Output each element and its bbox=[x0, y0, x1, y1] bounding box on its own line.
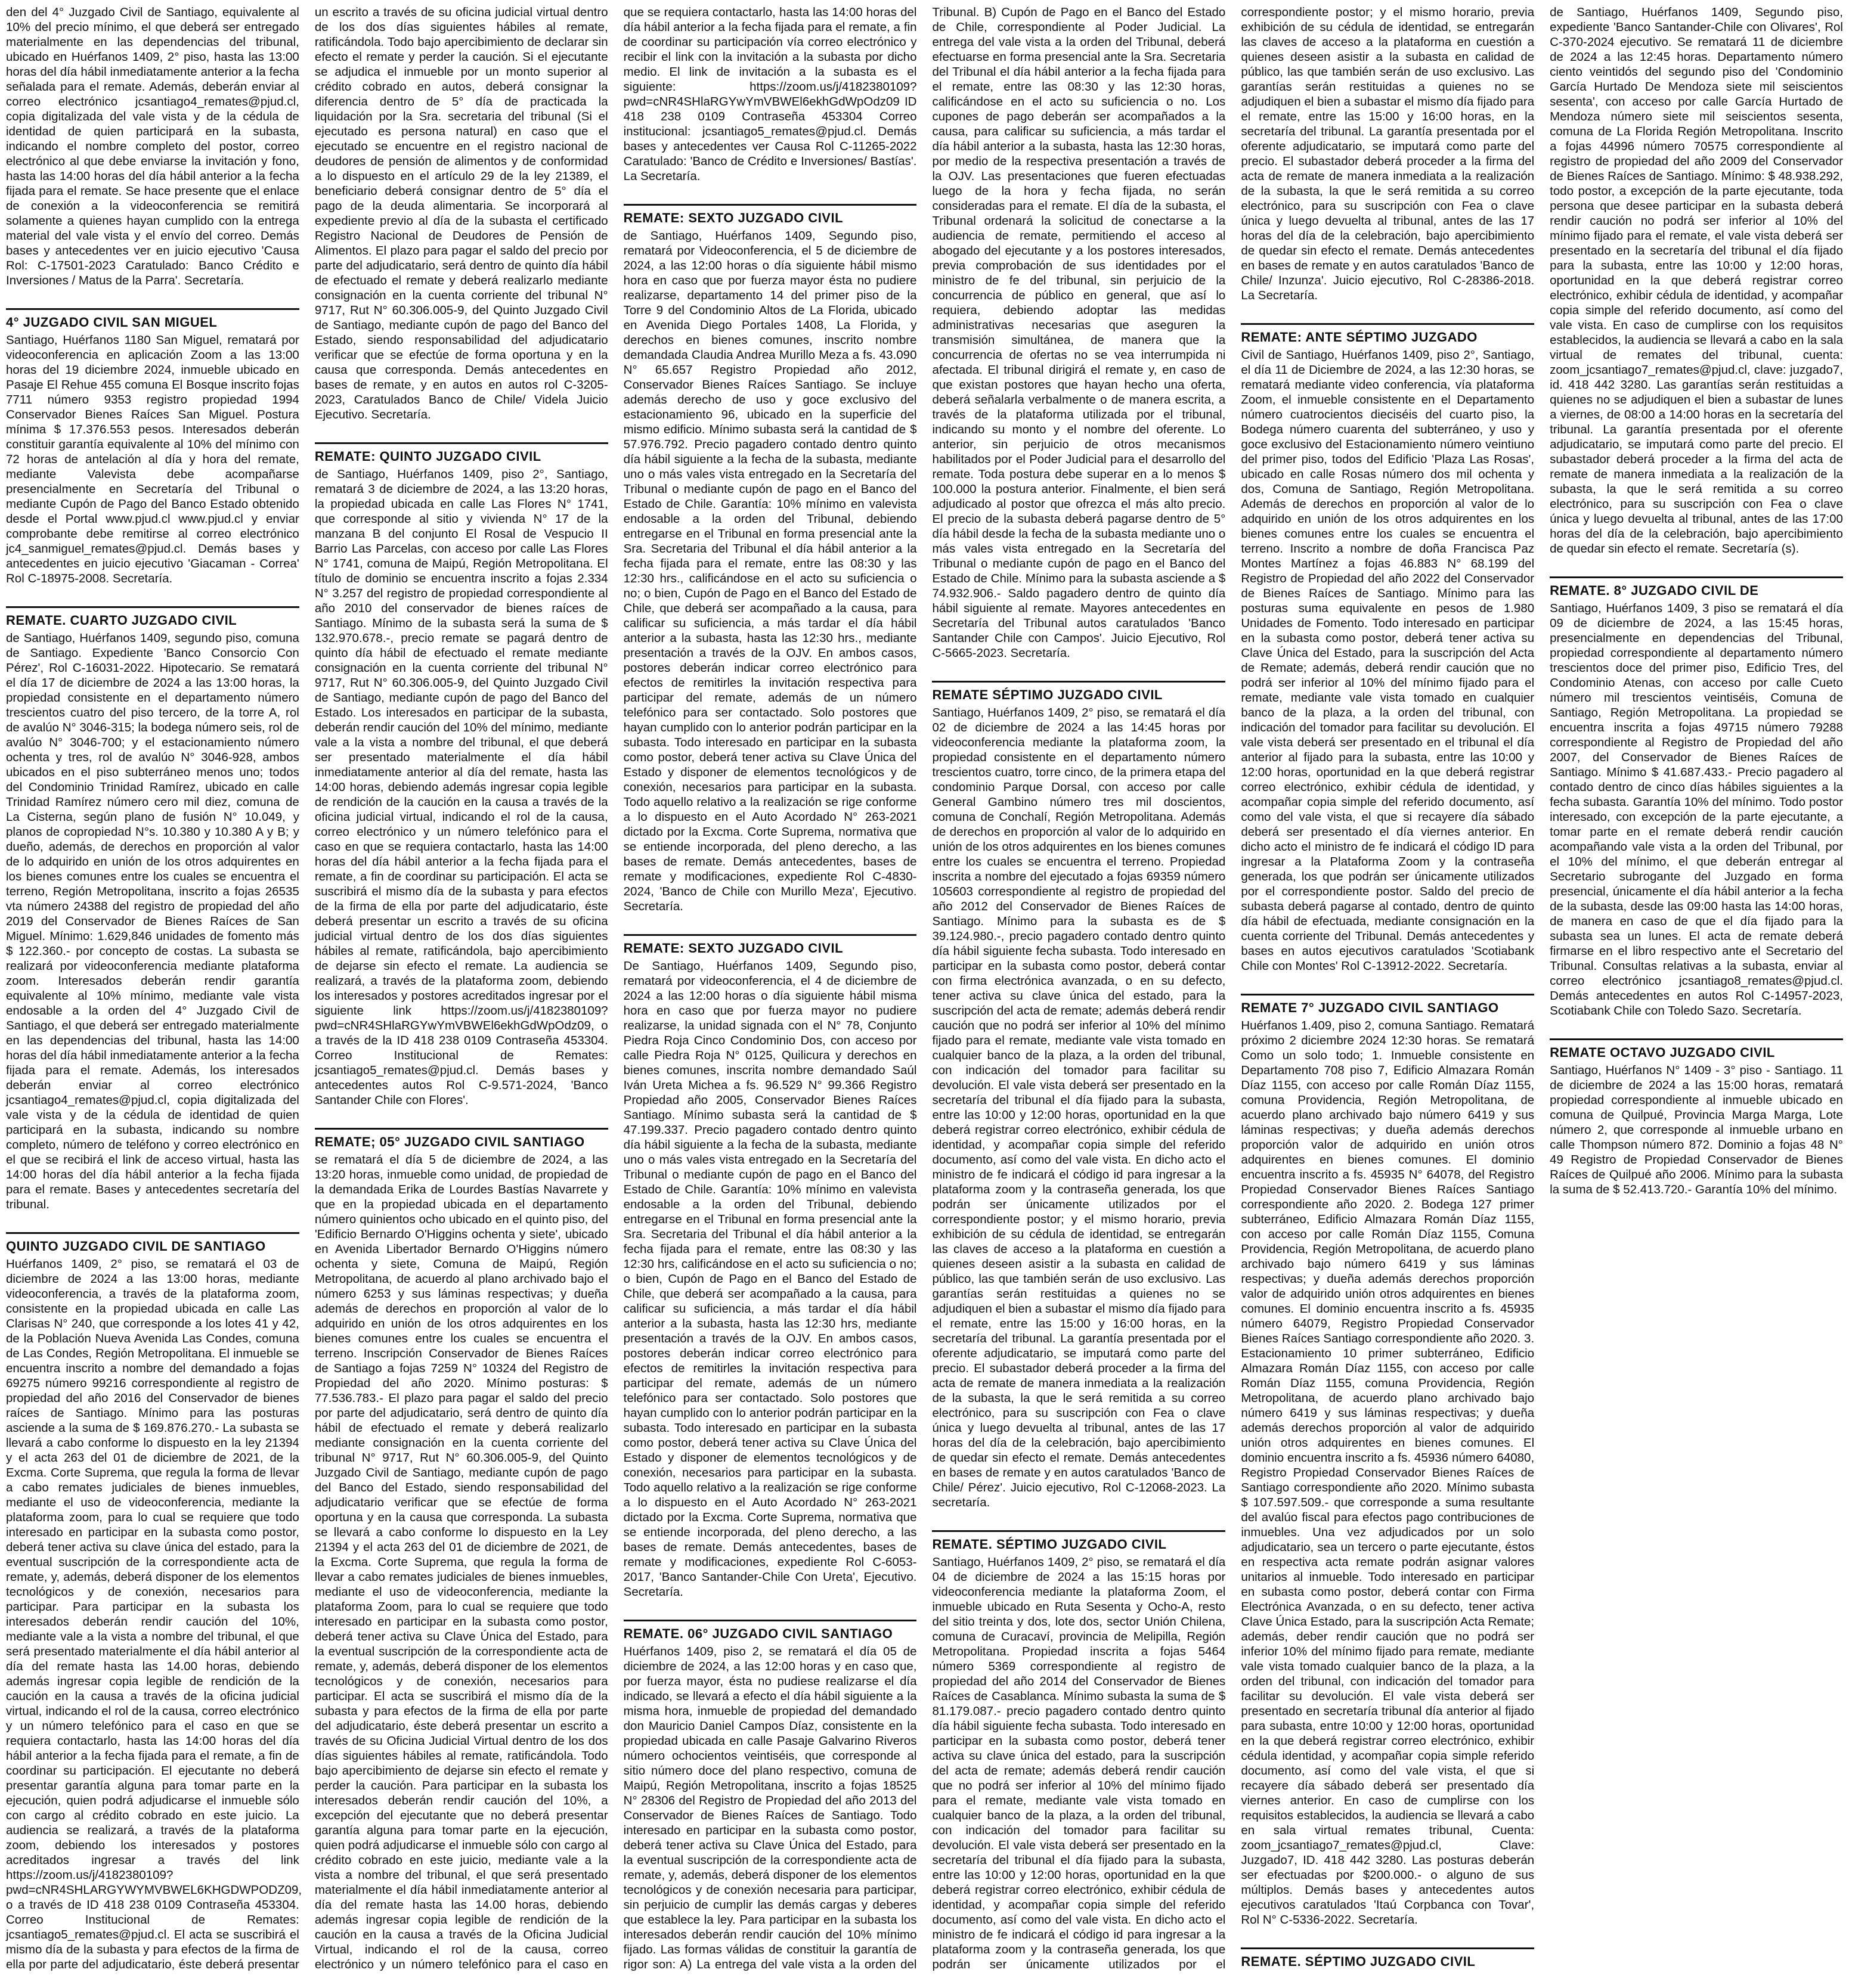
notice-title: REMATE: SEXTO JUZGADO CIVIL bbox=[624, 934, 917, 956]
notice-body: de Santiago, Huérfanos 1409, Segundo piso, expediente 'Banco Santander-Chile con Olivares', Rol C-370-2024 ejecutivo. Se rematará 11 de diciembre de 2024 a las 12:45 horas. Departamento número ciento veintidós del segundo piso del 'Condominio García Hurtado De Mendoza siete mil seiscientos sesenta', con acceso por calle García Hurtado de Mendoza número siete mil seiscientos sesenta, comuna de La Florida Región Metropolitana. Inscrito a fojas 44996 número 70575 correspondiente al registro de propiedad del año 2009 del Conservador de Bienes Raíces de Santiago. Mínimo: $ 48.938.292, todo postor, a excepción de la parte ejecutante, toda persona que desee participar en la subasta deberá rendir caución no podrá ser inferior al 10% del mínimo fijado para el remate, el vale vista deberá ser presentado en la secretaría del tribunal el día fijado para la subasta, entre las 10:00 y 12:00 horas, oportunidad en la que deberá registrar correo electrónico, exhibir cédula de identidad, y acompañar copia simple del referido documento, así como del vale vista. En caso de cumplirse con los requisitos establecidos, la audiencia se llevará a cabo en la sala virtual de remates del tribunal, cuenta: zoom_jcsantiago7_remates@pjud.cl, clave: juzgado7, id. 418 442 3280. Las garantías serán restituidas a quienes no se adjudiquen el bien a subastar de lunes a viernes, de 08:00 a 14:00 horas en la secretaría del tribunal. La garantía presentada por el oferente adjudicatario, se imputará como parte del precio. El subastador deberá proceder a la firma del acta de remate de manera inmediata a la realización de la subasta, la que le será remitida a su correo electrónico, para su suscripción con Fea o clave única y luego devuelta al tribunal, antes de las 17:00 horas del día de la celebración, bajo apercibimiento de quedar sin efecto el remate. Secretaría (s). bbox=[1550, 5, 1843, 556]
notice-body: de Santiago, Huérfanos 1409, Segundo piso, rematará por Videoconferencia, el 5 de diciembre de 2024, a las 12:00 horas o día siguiente hábil mismo hora en caso que por fuerza mayor ésta no pudiere realizarse, departamento 14 del primer piso de la Torre 9 del Condominio Altos de La Florida, ubicado en Avenida Diego Portales 1408, La Florida, y derechos en bienes comunes, inscrito nombre demandada Claudia Andrea Murillo Meza a fs. 43.090 N° 65.657 Registro Propiedad año 2012, Conservador Bienes Raíces Santiago. Se incluye además derecho de uso y goce exclusivo del estacionamiento 96, ubicado en la superficie del mismo edificio. Mínimo subasta será la cantidad de $ 57.976.792. Precio pagadero contado dentro quinto día hábil siguiente a la fecha de la subasta, mediante uno o más vales vista entregado en la Secretaría del Tribunal o mediante cupón de pago en el Banco del Estado de Chile. Garantía: 10% mínimo en valevista endosable a la orden del Tribunal, debiendo entregarse en el Tribunal en forma presencial ante la Sra. Secretaria del Tribunal el día hábil anterior a la fecha fijada para el remate, entre las 08:30 y las 12:30 hrs., calificándose en el acto su suficiencia o no; o bien, Cupón de Pago en el Banco del Estado de Chile, que deberá ser acompañado a la causa, para calificar su suficiencia, a más tardar el día hábil anterior a la subasta, hasta las 12:30 hrs., mediante presentación a través de la OJV. En ambos casos, postores deberán indicar correo electrónico para efectos de remitirles la invitación respectiva para participar del remate, además de un número telefónico para ser contactado. Solo postores que hayan cumplido con lo anterior podrán participar en la subasta. Todo interesado en participar en la subasta como postor, deberá tener activa su Clave Única del Estado y disponer de elementos tecnológicos y de conexión, necesarios para participar en la subasta. Todo aquello relativo a la realización se rige conforme a lo dispuesto en el Auto Acordado N° 263-2021 dictado por la Excma. Corte Suprema, normativa que se entiende incorporada, del pleno derecho, a las bases de remate. Demás antecedentes, bases de remate y modificaciones, expediente Rol C-4830-2024, 'Banco de Chile con Murillo Meza', Ejecutivo. Secretaría. bbox=[623, 228, 917, 913]
notice-body: Santiago, Huérfanos 1180 San Miguel, rematará por videoconferencia en aplicación Zoom a las 13:00 horas del 19 diciembre 2024, inmueble ubicado en Pasaje El Rehue 455 comuna El Bosque inscrito fojas 7711 número 9353 registro propiedad 1994 Conservador Bienes Raíces San Miguel. Postura mínima $ 17.376.553 pesos. Interesados deberán constituir garantía equivalente al 10% del mínimo con 72 horas de antelación al día y hora del remate, mediante Valevista debe acompañarse presencialmente en Secretaría del Tribunal o mediante Cupón de Pago del Banco Estado obtenido desde el Portal www.pjud.cl www.pjud.cl y enviar comprobante debe remitirse al correo electrónico jc4_sanmiguel_remates@pjud.cl. Demás bases y antecedentes en juicio ejecutivo 'Giacaman - Correa' Rol C-18975-2008. Secretaría. bbox=[6, 333, 299, 585]
notice-body: se rematará el día 5 de diciembre de 2024, a las 13:20 horas, inmueble como unidad, de propiedad de la demandada Erika de Lourdes Bastías Navarrete y que en la propiedad ubicada en el departamento número quinientos ocho ubicado en el quinto piso, del 'Edificio Bernardo O'Higgins ochenta y siete', ubicado en Avenida Libertador Bernardo O'Higgins número ochenta y siete, Comuna de Maipú, Región Metropolitana, de acuerdo al plano archivado bajo el número 6253 y sus láminas respectivas; y dueña además de derechos en proporción al valor de lo adquirido en unión de los otros adquirentes en los bienes comunes entre los cuales se encuentra el terreno. Inscripción Conservador de Bienes Raíces de Santiago a fojas 7259 N° 10324 del Registro de Propiedad del año 2020. Mínimo posturas: $ 77.536.783.- El plazo para pagar el saldo del precio por parte del adjudicatario, será dentro de quinto día hábil de efectuado el remate y deberá realizarlo mediante consignación en la cuenta corriente del tribunal N° 9717, Rut N° 60.306.005-9, del Quinto Juzgado Civil de Santiago, mediante cupón de pago del Banco del Estado, siendo responsabilidad del adjudicatario verificar que se efectúe de forma oportuna y en la causa que corresponda. La subasta se llevará a cabo conforme lo dispuesto en la Ley 21394 y el acta 263 del 01 de diciembre de 2021, de la Excma. Corte Suprema, que regula la forma de llevar a cabo remates judiciales de bienes inmuebles, mediante el uso de videoconferencia, mediante la plataforma Zoom, para lo cual se requiere que todo interesado en participar en la subasta como postor, deberá tener activa su Clave Única del Estado, para la eventual suscripción de la correspondiente acta de remate, y, además, deberá disponer de los elementos tecnológicos y de conexión, necesarios para participar. El acta se suscribirá el mismo día de la subasta y para efectos de la firma de ella por parte del adjudicatario, éste deberá presentar un escrito a través de su Oficina Judicial Virtual dentro de los dos días siguientes hábiles al remate, ratificándola. Todo bajo apercibimiento de dejarse sin efecto el remate y perder la caución. Para participar en la subasta los interesados deberán rendir caución del 10%, a excepción del ejecutante que no deberá presentar garantía alguna para tomar parte en la ejecución, quien podrá adjudicarse el inmueble sólo con cargo al crédito cobrado en este juicio, mediante vale a la vista a nombre del tribunal, el que será presentado materialmente el día hábil inmediatamente anterior al día del remate hasta las 14.00 horas, debiendo además ingresar copia legible de rendición de la caución en la causa a través de la Oficina Judicial Virtual, indicando el rol de la causa, correo electrónico y un número telefónico para el caso en que se requiera contactarlo, hasta las 14:00 horas del día hábil anterior a la fecha fijada para el remate, a fin de coordinar su participación vía correo electrónico y recibir el link con la invitación a la subasta por dicho medio. El link de invitación a la subasta es el siguiente: https://zoom.us/j/4182380109?pwd=cNR4SHlaRGYwYmVBWEl6ekhGdWpOdz09 ID 418 238 0109 Contraseña 453304 Correo institucional: jcsantiago5_remates@pjud.cl. Demás bases y antecedentes ver Causa Rol C-11265-2022 Caratulado: 'Banco de Crédito e Inversiones/ Bastías'. La Secretaría. bbox=[314, 5, 917, 1971]
notice-title: REMATE. CUARTO JUZGADO CIVIL bbox=[6, 606, 299, 628]
notice-15 bbox=[1550, 1038, 1843, 1197]
notice-title: REMATE. 06° JUZGADO CIVIL SANTIAGO bbox=[624, 1620, 917, 1642]
notice-title: REMATE. SÉPTIMO JUZGADO CIVIL bbox=[1241, 1947, 1534, 1970]
notice-body: de Santiago, Huérfanos 1409, piso 2°, Santiago, rematará 3 de diciembre de 2024, a las 13:20 horas, la propiedad ubicada en calle Las Flores N° 1741, que corresponde al sitio y vivienda N° 17 de la manzana B del conjunto El Rosal de Vespucio II Barrio Las Parcelas, con acceso por calle Las Flores N° 1741, comuna de Maipú, Región Metropolitana. El título de dominio se encuentra inscrito a fojas 2.334 N° 3.257 del registro de propiedad correspondiente al año 2010 del conservador de bienes raíces de Santiago. Mínimo de la subasta será la suma de $ 132.970.678.-, precio remate se pagará dentro de quinto día hábil de efectuado el remate mediante consignación en la cuenta corriente del tribunal N° 9717, Rut N° 60.306.005-9, del Quinto Juzgado Civil de Santiago, mediante cupón de pago del Banco del Estado. Los interesados en participar de la subasta, deberán rendir caución del 10% del mínimo, mediante vale a la vista a nombre del tribunal, el que deberá ser presentado materialmente el día hábil inmediatamente anterior al día del remate, hasta las 14:00 horas, debiendo además ingresar copia legible de rendición de la caución en la causa a través de la oficina judicial virtual, indicando el rol de la causa, correo electrónico y un número telefónico para el caso en que se requiera contactarlo, hasta las 14:00 horas del día hábil anterior a la fecha fijada para el remate, a fin de coordinar su participación. El acta se suscribirá el mismo día de la subasta y para efectos de la firma de ella por parte del adjudicatario, éste deberá presentar un escrito a través de su oficina judicial virtual dentro de los dos días siguientes hábiles al remate, ratificándola, bajo apercibimiento de dejarse sin efecto el remate. La audiencia se realizará, a través de la plataforma zoom, debiendo los interesados y postores acreditados ingresar por el siguiente link https://zoom.us/j/4182380109?pwd=cNR4SHlaRGYwYmVBWEl6ekhGdWpOdz09, o a través de la ID 418 238 0109 Contraseña 453304. Correo Institucional de Remates: jcsantiago5_remates@pjud.cl. Demás bases y antecedentes autos Rol C-9.571-2024, 'Banco Santander Chile con Flores'. bbox=[314, 467, 608, 1107]
notice-body: den del 4° Juzgado Civil de Santiago, equivalente al 10% del precio mínimo, el que deberá ser entregado materialmente en las dependencias del tribunal, ubicado en Huérfanos 1409, 2° piso, hasta las 13:00 horas del día hábil inmediatamente anterior a la fecha señalada para el remate. Además, deberán enviar al correo electrónico jcsantiago4_remates@pjud.cl, copia digitalizada del vale vista y de la cédula de identidad de quien participará en la subasta, indicando el nombre completo del postor, correo electrónico al que debe enviarse la invitación y fono, hasta las 14:00 horas del día hábil anterior a la fecha fijada para el remate. Se hace presente que el enlace de conexión a la videoconferencia se remitirá solamente a quienes hayan cumplido con la entrega material del vale vista y el envío del correo. Demás bases y antecedentes ver en juicio ejecutivo 'Causa Rol: C-17501-2023 Caratulado: Banco Crédito e Inversiones / Matus de la Parra'. Secretaría. bbox=[6, 5, 299, 287]
notice-body: Santiago, Huérfanos 1409, 2° piso, se rematará el día 04 de diciembre de 2024 a las 15:15 horas por videoconferencia mediante la plataforma Zoom, el inmueble ubicado en Ruta Sesenta y Ocho-A, resto del sitio treinta y dos, lote dos, sector Unión Chilena, comuna de Curacaví, provincia de Melipilla, Región Metropolitana. Propiedad inscrita a fojas 5464 número 5369 correspondiente al registro de propiedad del año 2014 del Conservador de Bienes Raíces de Casablanca. Mínimo subasta la suma de $ 81.179.087.- precio pagadero contado dentro quinto día hábil siguiente fecha subasta. Todo interesado en participar en la subasta como postor, deberá tener activa su clave única del estado, para la suscripción del acta de remate; además deberá rendir caución que no podrá ser inferior al 10% del mínimo fijado para el remate, mediante vale vista tomado en cualquier banco de la plaza, a la orden del tribunal, con indicación del tomador para facilitar su devolución. El vale vista deberá ser presentado en la secretaría del tribunal el día fijado para la subasta, entre las 10:00 y 12:00 horas, oportunidad en la que deberá registrar correo electrónico, exhibir cédula de identidad, y acompañar copia simple del referido documento, así como del vale vista. En dicho acto el ministro de fe indicará el código id para ingresar a la plataforma zoom y la contraseña generada, los que podrán ser únicamente utilizados por el correspondiente postor; y el mismo horario, previa exhibición de su cédula de identidad, se entregarán las claves de acceso a la plataforma en cuestión a quienes deseen asistir a la subasta en calidad de público, las que también serán de uso exclusivo. Las garantías serán restituidas a quienes no se adjudiquen el bien a subastar el mismo día fijado para el remate, entre las 15:00 y 16:00 horas, en la secretaría del tribunal. La garantía presentada por el oferente adjudicatario, se imputará como parte del precio. El subastador deberá proceder a la firma del acta de remate de manera inmediata a la realización de la subasta, la que le será remitida a su correo electrónico, para su suscripción con Fea o clave única y luego devuelta al tribunal, antes de las 17 horas del día de la celebración, bajo apercibimiento de quedar sin efecto el remate. Demás antecedentes en bases de remate y en autos caratulados 'Banco de Chile/ Inzunza'. Juicio ejecutivo, Rol C-28386-2018. La Secretaría. bbox=[932, 5, 1535, 1971]
notice-body: Huérfanos 1409, piso 2, se rematará el día 05 de diciembre de 2024, a las 12:00 horas y en caso que, por fuerza mayor, ésta no pudiese realizarse el día indicado, se llevará a efecto el día hábil siguiente a la misma hora, inmueble de propiedad del demandado don Mauricio Daniel Campos Díaz, consistente en la propiedad ubicada en calle Pasaje Galvarino Riveros número ochocientos veintiséis, que corresponde al sitio número doce del plano respectivo, comuna de Maipú, Región Metropolitana, inscrito a fojas 18525 N° 28306 del Registro de Propiedad del año 2013 del Conservador de Bienes Raíces de Santiago. Todo interesado en participar en la subasta como postor, deberá tener activa su Clave Única del Estado, para la eventual suscripción de la correspondiente acta de remate, y, además, deberá disponer de los elementos tecnológicos y de conexión necesaria para participar, sin perjuicio de cumplir las demás cargas y deberes que establece la ley. Para participar en la subasta los interesados deberán rendir caución del 10% mínimo fijado. Las formas válidas de constituir la garantía de rigor son: A) La entrega del vale vista a la orden del Tribunal. B) Cupón de Pago en el Banco del Estado de Chile, correspondiente al Poder Judicial. La entrega del vale vista a la orden del Tribunal, deberá efectuarse en forma presencial ante la Sra. Secretaria del Tribunal el día hábil anterior a la fecha fijada para el remate, entre las 08:30 y las 12:30 horas, calificándose en el acto su suficiencia o no. Los cupones de pago deberán ser acompañados a la causa, para calificar su suficiencia, a más tardar el día hábil anterior a la subasta, hasta las 12:30 horas, por medio de la respectiva presentación a través de la OJV. Las presentaciones que fueren efectuadas luego de la hora y fecha fijada, no serán consideradas para el remate. El día de la subasta, el Tribunal ordenará la solicitud de conectarse a la audiencia de remate, permitiendo el acceso al abogado del ejecutante y a los postores interesados, previa comprobación de sus identidades por el ministro de fe del tribunal, sin perjuicio de la concurrencia de público en general, que así lo requiera, debiendo adoptar las medidas administrativas necesarias que aseguren la transmisión simultánea, de manera que la concurrencia de ofertas no se vea interrumpida ni afectada. El tribunal dirigirá el remate y, en caso de que existan postores que hayan hecho una oferta, deberá señalarla verbalmente o de manera escrita, a través de la plataforma utilizada por el tribunal, indicando su monto y el nombre del oferente. Lo anterior, sin perjuicio de otros mecanismos habilitados por el Poder Judicial para el desarrollo del remate. Toda postura debe superar en a lo menos $ 100.000 la postura anterior. Finalmente, el bien será adjudicado al postor que ofrezca el más alto precio. El precio de la subasta deberá pagarse dentro de 5° día hábil desde la fecha de la subasta mediante uno o más vales vista entregado en la Secretaría del Tribunal o mediante cupón de pago en el Banco del Estado de Chile. Mínimo para la subasta asciende a $ 74.932.906.- Saldo pagadero dentro de quinto día hábil siguiente al remate. Mayores antecedentes en Secretaría del Tribunal autos caratulados 'Banco Santander Chile con Campos'. Juicio Ejecutivo, Rol C-5665-2023. Secretaría. bbox=[623, 5, 1226, 1971]
notice-title: REMATE: SEXTO JUZGADO CIVIL bbox=[624, 204, 917, 226]
classified-columns bbox=[6, 5, 1843, 1984]
notice-7 bbox=[624, 934, 917, 1599]
notice-body: Santiago, Huérfanos N° 1409 - 3° piso - Santiago. 11 de diciembre de 2024 a las 15:00 horas, rematará propiedad correspondiente al inmueble ubicado en comuna de Quilpué, Provincia Marga Marga, Lote número 2, que corresponde al inmueble urbano en calle Thompson número 872. Dominio a fojas 48 N° 49 Registro de Propiedad Conservador de Bienes Raíces de Quilpué año 2006. Mínimo para la subasta la suma de $ 52.413.720.- Garantía 10% del mínimo. bbox=[1550, 1063, 1843, 1196]
notice-title: QUINTO JUZGADO CIVIL DE SANTIAGO bbox=[6, 1232, 299, 1254]
notice-title: REMATE: QUINTO JUZGADO CIVIL bbox=[315, 442, 608, 464]
notice-title: REMATE SÉPTIMO JUZGADO CIVIL bbox=[932, 681, 1225, 703]
notice-title: REMATE 7° JUZGADO CIVIL SANTIAGO bbox=[1241, 994, 1534, 1016]
notice-title: REMATE: ANTE SÉPTIMO JUZGADO bbox=[1241, 323, 1534, 345]
notice-1 bbox=[6, 308, 299, 586]
notice-12 bbox=[1241, 994, 1534, 1927]
notice-body: De Santiago, Huérfanos 1409, Segundo piso, rematará por videoconferencia, el 4 de diciembre de 2024 a las 12:00 horas o día siguiente hábil misma hora en caso que por fuerza mayor no pudiere realizarse, la unidad signada con el N° 78, Conjunto Piedra Roja Cinco Condominio Dos, con acceso por calle Piedra Roja N° 0125, Quilicura y derechos en bienes comunes, inscrita nombre demandado Saúl Iván Ureta Michea a fs. 96.529 N° 99.366 Registro Propiedad año 2005, Conservador Bienes Raíces Santiago. Mínimo subasta será la cantidad de $ 47.199.337. Precio pagadero contado dentro quinto día hábil siguiente a la fecha de la subasta, mediante uno o más vales vista entregado en la Secretaría del Tribunal o mediante cupón de pago en el Banco del Estado de Chile. Garantía: 10% mínimo en valevista endosable a la orden del Tribunal, debiendo entregarse en el Tribunal en forma presencial ante la Sra. Secretaria del Tribunal el día hábil anterior a la fecha fijada para el remate, entre las 08:30 y las 12:30 hrs, calificándose en el acto su suficiencia o no; o bien, Cupón de Pago en el Banco del Estado de Chile, que deberá ser acompañado a la causa, para calificar su suficiencia, a más tardar el día hábil anterior a la subasta, hasta las 12:30 hrs, mediante presentación a través de la OJV. En ambos casos, postores deberán indicar correo electrónico para efectos de remitirles la invitación respectiva para participar del remate, además de un número telefónico para ser contactado. Solo postores que hayan cumplido con lo anterior podrán participar en la subasta. Todo interesado en participar en la subasta como postor, deberá tener activa su Clave Única del Estado y disponer de elementos tecnológicos y de conexión, necesarios para participar en la subasta. Todo aquello relativo a la realización se rige conforme a lo dispuesto en el Auto Acordado N° 263-2021 dictado por la Excma. Corte Suprema, normativa que se entiende incorporada, del pleno derecho, a las bases de remate. Demás antecedentes, bases de remate y modificaciones, expediente Rol C-6053-2017, 'Banco Santander-Chile Con Ureta', Ejecutivo. Secretaría. bbox=[623, 959, 917, 1599]
notice-title: REMATE OCTAVO JUZGADO CIVIL bbox=[1550, 1038, 1843, 1060]
notice-body: de Santiago, Huérfanos 1409, segundo piso, comuna de Santiago. Expediente 'Banco Consorcio Con Pérez', Rol C-16031-2022. Hipotecario. Se rematará el día 17 de diciembre de 2024 a las 13:00 horas, la propiedad consistente en el departamento número trescientos cuatro del piso tercero, de la torre A, rol de avalúo N° 3046-315; la bodega número seis, rol de avalúo N° 3046-700; y el estacionamiento número ochenta y tres, rol de avalúo N° 3046-928, ambos ubicados en el piso subterráneo menos uno; todos del Condominio Trinidad Ramírez, ubicado en calle Trinidad Ramírez número cero mil diez, comuna de La Cisterna, según plano de fusión N° 10.049, y planos de copropiedad N°s. 10.380 y 10.380 A y B; y dueño, además, de derechos en proporción al valor de lo adquirido en unión de los otros adquirentes en los bienes comunes entre los cuales se encuentra el terreno, Región Metropolitana, inscrito a fojas 26535 vta número 24388 del registro de propiedad del año 2019 del Conservador de Bienes Raíces de San Miguel. Mínimo: 1.629,846 unidades de fomento más $ 122.360.- por concepto de costas. La subasta se realizará por videoconferencia mediante plataforma zoom. Interesados deberán rendir garantía equivalente al 10% mínimo, mediante vale vista endosable a la orden del 4° Juzgado Civil de Santiago, el que deberá ser entregado materialmente en las dependencias del tribunal, hasta las 14:00 horas del día hábil inmediatamente anterior a la fecha fijada para el remate. Además, los interesados deberán enviar al correo electrónico jcsantiago4_remates@pjud.cl, copia digitalizada del vale vista y de la cédula de identidad de quien participará en la subasta, indicando su nombre completo, número de teléfono y correo electrónico en el que se recibirá el link de acceso virtual, hasta las 14:00 horas del día hábil anterior a la fecha fijada para el remate. Bases y antecedentes secretaría del tribunal. bbox=[6, 631, 299, 1211]
notice-4 bbox=[315, 442, 608, 1108]
notice-6 bbox=[624, 204, 917, 914]
notice-0 bbox=[6, 5, 299, 288]
notice-11 bbox=[1241, 323, 1534, 973]
notice-body: Huérfanos 1.409, piso 2, comuna Santiago. Rematará próximo 2 diciembre 2024 12:30 horas. Se rematará Como un solo todo; 1. Inmueble consistente en Departamento 708 piso 7, Edificio Almazara Román Díaz 1155, con acceso por calle Román Díaz 1155, comuna Providencia, Región Metropolitana, de acuerdo plano archivado bajo número 6419 y sus láminas respectivas; y dueña además derechos proporción valor de adquirido en unión otros adquirentes en bienes comunes. El dominio encuentra inscrito a fs. 45935 N° 64078, del Registro Propiedad Conservador Bienes Raíces Santiago correspondiente año 2020. 2. Bodega 127 primer subterráneo, Edificio Almazara Román Díaz 1155, con acceso por calle Román Díaz 1155, Comuna Providencia, Región Metropolitana, de acuerdo plano archivado bajo número 6419 y sus láminas respectivas; y dueña además derechos proporción valor de adquirido unión otros adquirentes en bienes comunes. El dominio encuentra inscrito a fs. 45935 número 64079, Registro Propiedad Conservador Bienes Raíces Santiago correspondiente año 2020. 3. Estacionamiento 10 primer subterráneo, Edificio Almazara Román Díaz 1155, con acceso por calle Román Díaz 1155, comuna Providencia, Región Metropolitana, de acuerdo plano archivado bajo número 6419 y sus láminas respectivas; y dueña además derechos proporción al valor de adquirido unión otros adquirentes en bienes comunes. El dominio encuentra inscrito a fs. 45936 número 64080, Registro Propiedad Conservador Bienes Raíces de Santiago correspondiente año 2020. Mínimo subasta $ 107.597.509.- que corresponde a suma resultante del avalúo fiscal para efectos pago contribuciones de inmuebles. Una vez adjudicados por un solo adjudicatario, sea un tercero o parte ejecutante, éstos en respectiva acta remate podrán asignar valores unitarios al inmueble. Todo interesado en participar en subasta como postor, deberá contar con Firma Electrónica Avanzada, o en su defecto, tener activa Clave Única Estado, para la suscripción Acta Remate; además, deber rendir caución que no podrá ser inferior 10% del mínimo fijado para remate, mediante vale vista tomado cualquier banco de la plaza, a la orden del tribunal, con indicación del tomador para facilitar su devolución. El vale vista deberá ser presentado en secretaría tribunal día anterior al fijado para subasta, entre 10:00 y 12:00 horas, oportunidad en la que deberá registrar correo electrónico, exhibir cédula identidad, y acompañar copia simple referido documento, así como del vale vista, el que si recayere día sábado deberá ser presentado día viernes anterior. En caso de cumplirse con los requisitos establecidos, la audiencia se llevará a cabo en sala virtual remates tribunal, Cuenta: zoom_jcsantiago7_remates@pjud.cl, Clave: Juzgado7, ID. 418 442 3280. Las posturas deberán ser efectuadas por $200.000.- o alguno de sus múltiplos. Demás bases y antecedentes autos ejecutivos caratulados 'Itaú Corpbanca con Tovar', Rol N° C-5336-2022. Secretaría. bbox=[1241, 1018, 1535, 1927]
notice-title: REMATE; 05° JUZGADO CIVIL SANTIAGO bbox=[315, 1128, 608, 1150]
notice-title: REMATE. 8° JUZGADO CIVIL DE bbox=[1550, 576, 1843, 598]
notice-2 bbox=[6, 606, 299, 1212]
notice-14 bbox=[1550, 576, 1843, 1018]
notice-title: 4° JUZGADO CIVIL SAN MIGUEL bbox=[6, 308, 299, 330]
notice-body: Santiago, Huérfanos 1409, 2° piso, se rematará el día 02 de diciembre de 2024 a las 14:45 horas por videoconferencia mediante la plataforma zoom, la propiedad consistente en el departamento número trescientos cuatro, torre cinco, de la primera etapa del condominio Parque Dorsal, con acceso por calle General Gambino número tres mil doscientos, comuna de Conchalí, Región Metropolitana. Además de derechos en proporción al valor de lo adquirido en unión de los otros adquirentes en los bienes comunes entre los cuales se encuentra el terreno. Propiedad inscrita a nombre del ejecutado a fojas 69359 número 105603 correspondiente al registro de propiedad del año 2012 del Conservador de Bienes Raíces de Santiago. Mínimo para la subasta es de $ 39.124.980.-, precio pagadero contado dentro quinto día hábil siguiente fecha subasta. Todo interesado en participar en la subasta como postor, deberá contar con firma electrónica avanzada, o en su defecto, tener activa su clave única del estado, para la suscripción del acta de remate; además deberá rendir caución que no podrá ser inferior al 10% del mínimo fijado para el remate, mediante vale vista tomado en cualquier banco de la plaza, a la orden del tribunal, con indicación del tomador para facilitar su devolución. El vale vista deberá ser presentado en la secretaría del tribunal el día fijado para la subasta, entre las 10:00 y 12:00 horas, oportunidad en la que deberá registrar correo electrónico, exhibir cédula de identidad, y acompañar copia simple del referido documento, así como del vale vista. En dicho acto el ministro de fe indicará el código id para ingresar a la plataforma zoom y la contraseña generada, los que podrán ser únicamente utilizados por el correspondiente postor; y el mismo horario, previa exhibición de su cédula de identidad, se entregarán las claves de acceso a la plataforma en cuestión a quienes deseen asistir a la subasta en calidad de público, las que también serán de uso exclusivo. Las garantías serán restituidas a quienes no se adjudiquen el bien a subastar el mismo día fijado para el remate, entre las 15:00 y 16:00 horas, en la secretaría del tribunal. La garantía presentada por el oferente adjudicatario, se imputará como parte del precio. El subastador deberá proceder a la firma del acta de remate de manera inmediata a la realización de la subasta, la que le será remitida a su correo electrónico, para su suscripción con Fea o clave única y luego devuelta al tribunal, antes de las 17 horas del día de la celebración, bajo apercibimiento de quedar sin efecto el remate. Demás antecedentes en bases de remate y en autos caratulados 'Banco de Chile/ Pérez'. Juicio ejecutivo, Rol C-12068-2023. La secretaría. bbox=[932, 705, 1226, 1509]
notice-title: REMATE. SÉPTIMO JUZGADO CIVIL bbox=[932, 1530, 1225, 1552]
notice-body: Santiago, Huérfanos 1409, 3 piso se rematará el día 09 de diciembre de 2024, a las 15:45 horas, presencialmente en dependencias del Tribunal, propiedad correspondiente al departamento número trescientos doce del primer piso, Edificio Tres, del Condominio Atenas, con acceso por calle Cueto número mil trescientos veintiséis, Comuna de Santiago, Región Metropolitana. La propiedad se encuentra inscrita a fojas 49715 número 79288 correspondiente al Registro de Propiedad del año 2007, del Conservador de Bienes Raíces de Santiago. Mínimo $ 41.687.433.- Precio pagadero al contado dentro de cinco días hábiles siguientes a la fecha subasta. Garantía 10% del mínimo. Todo postor interesado, con excepción de la parte ejecutante, a tomar parte en el remate deberá rendir caución acompañando vale vista a la orden del Tribunal, por el 10% del mínimo, el que deberán entregar al Secretario subrogante del Juzgado en forma presencial, únicamente el día hábil anterior a la fecha de la subasta, desde las 09:00 hasta las 14:00 horas, de manera en caso de que el día fijado para la subasta sea un lunes. El acta de remate deberá firmarse en el libro respectivo ante el Secretario del Tribunal. Consultas relativas a la subasta, enviar al correo electrónico jcsantiago8_remates@pjud.cl. Demás antecedentes en autos Rol C-14957-2023, Scotiabank Chile con Toledo Sazo. Secretaría. bbox=[1550, 601, 1843, 1018]
notice-body: Huérfanos 1409, 2° piso, se rematará el 03 de diciembre de 2024 a las 13:00 horas, mediante videoconferencia, a través de la plataforma zoom, consistente en la propiedad ubicada en calle Las Clarisas N° 240, que corresponde a los lotes 41 y 42, de la Población Nueva Avenida Las Condes, comuna de Las Condes, Región Metropolitana. El inmueble se encuentra inscrito a nombre del demandado a fojas 69275 número 99216 correspondiente al registro de propiedad del año 2016 del Conservador de bienes raíces de Santiago. Mínimo para las posturas asciende a la suma de $ 169.876.270.- La subasta se llevará a cabo conforme lo dispuesto en la ley 21394 y el acta 263 del 01 de diciembre de 2021, de la Excma. Corte Suprema, que regula la forma de llevar a cabo remates judiciales de bienes inmuebles, mediante el uso de videoconferencia, mediante la plataforma zoom, para lo cual se requiere que todo interesado en participar en la subasta como postor, deberá tener activa su clave única del estado, para la eventual suscripción de la correspondiente acta de remate, y, además, deberá disponer de los elementos tecnológicos y de conexión, necesarios para participar. Para participar en la subasta los interesados deberán rendir caución del 10%, mediante vale a la vista a nombre del tribunal, el que será presentado materialmente el día hábil anterior al día del remate hasta las 14.00 horas, debiendo además ingresar copia legible de rendición de la caución en la causa a través de la oficina judicial virtual, indicando el rol de la causa, correo electrónico y un número telefónico para el caso en que se requiera contactarlo, hasta las 14:00 horas del día hábil anterior a la fecha fijada para el remate, a fin de coordinar su participación. El ejecutante no deberá presentar garantía alguna para tomar parte en la ejecución, quien podrá adjudicarse el inmueble sólo con cargo al crédito cobrado en este juicio. La audiencia se realizará, a través de la plataforma zoom, debiendo los interesados y postores acreditados ingresar a través del link https://zoom.us/j/4182380109?pwd=cNR4SHLARGYWYMVBWEL6KHGDWPODZ09, o a través de ID 418 238 0109 Contraseña 453304. Correo Institucional de Remates: jcsantiago5_remates@pjud.cl. El acta se suscribirá el mismo día de la subasta y para efectos de la firma de ella por parte del adjudicatario, éste deberá presentar un escrito a través de su oficina judicial virtual dentro de los dos días siguientes hábiles al remate, ratificándola. Todo bajo apercibimiento de declarar sin efecto el remate y perder la caución. Si el ejecutante se adjudica el inmueble por un monto superior al crédito cobrado en autos, deberá consignar la diferencia dentro de 5° día de practicada la liquidación por la Sra. secretaria del tribunal (Si el ejecutado es persona natural) en caso que el ejecutado se encuentre en el registro nacional de deudores de pensión de alimentos y de conformidad a lo dispuesto en el artículo 29 de la ley 21389, el beneficiario deberá consignar dentro de 5° día el pago de la deuda alimentaria. Se incorporará al expediente previo al día de la subasta el certificado Registro Nacional de Deudores de Pensión de Alimentos. El plazo para pagar el saldo del precio por parte del adjudicatario, será dentro de quinto día hábil de efectuado el remate y deberá realizarlo mediante consignación en la cuenta corriente del tribunal N° 9717, Rut N° 60.306.005-9, del Quinto Juzgado Civil de Santiago, mediante cupón de pago del Banco del Estado, siendo responsabilidad del adjudicatario verificar que se efectúe de forma oportuna y en la causa que corresponda. Demás antecedentes en bases de remate, y en autos en autos rol C-3205-2023, Caratulados Banco de Chile/ Videla Juicio Ejecutivo. Secretaría. bbox=[6, 5, 608, 1971]
notice-body: Civil de Santiago, Huérfanos 1409, piso 2°, Santiago, el día 11 de Diciembre de 2024, a las 12:30 horas, se rematará mediante video conferencia, vía plataforma Zoom, el inmueble consistente en el Departamento número cuatrocientos dieciséis del cuarto piso, la Bodega número cuarenta del subterráneo, y uso y goce exclusivo del Estacionamiento número veintiuno del primer piso, todos del Edificio 'Plaza Las Rosas', ubicado en calle Rosas número dos mil ochenta y dos, Comuna de Santiago, Región Metropolitana. Además de derechos en proporción al valor de lo adquirido en unión de los otros adquirentes en los bienes comunes entre los cuales se encuentra el terreno. Inscrito a nombre de doña Francisca Paz Montes Martínez a fojas 46.883 N° 68.199 del Registro de Propiedad del año 2022 del Conservador de Bienes Raíces de Santiago. Mínimo para las posturas suma equivalente en pesos de 1.980 Unidades de Fomento. Todo interesado en participar en la subasta como postor, deberá tener activa su Clave Única del Estado, para la suscripción del Acta de Remate; además, deberá rendir caución que no podrá ser inferior al 10% del mínimo fijado para el remate, mediante vale vista tomado en cualquier banco de la plaza, a la orden del tribunal, con indicación del tomador para facilitar su devolución. El vale vista deberá ser presentado en el tribunal el día anterior al fijado para la subasta, entre las 10:00 y 12:00 horas, oportunidad en la que deberá registrar correo electrónico, exhibir cédula de identidad, y acompañar copia simple del referido documento, así como del vale vista, el que si recayere día sábado deberá ser presentado el día viernes anterior. En dicho acto el ministro de fe indicará el código ID para ingresar a la Plataforma Zoom y la contraseña generada, los que podrán ser únicamente utilizados por el correspondiente postor. Saldo del precio de subasta deberá pagarse al contado, dentro de quinto día hábil de efectuada, mediante consignación en la cuenta corriente del Tribunal. Demás antecedentes y bases en autos ejecutivos caratulados 'Scotiabank Chile con Montes' Rol C-13912-2022. Secretaría. bbox=[1241, 348, 1535, 973]
notice-9 bbox=[932, 681, 1225, 1510]
